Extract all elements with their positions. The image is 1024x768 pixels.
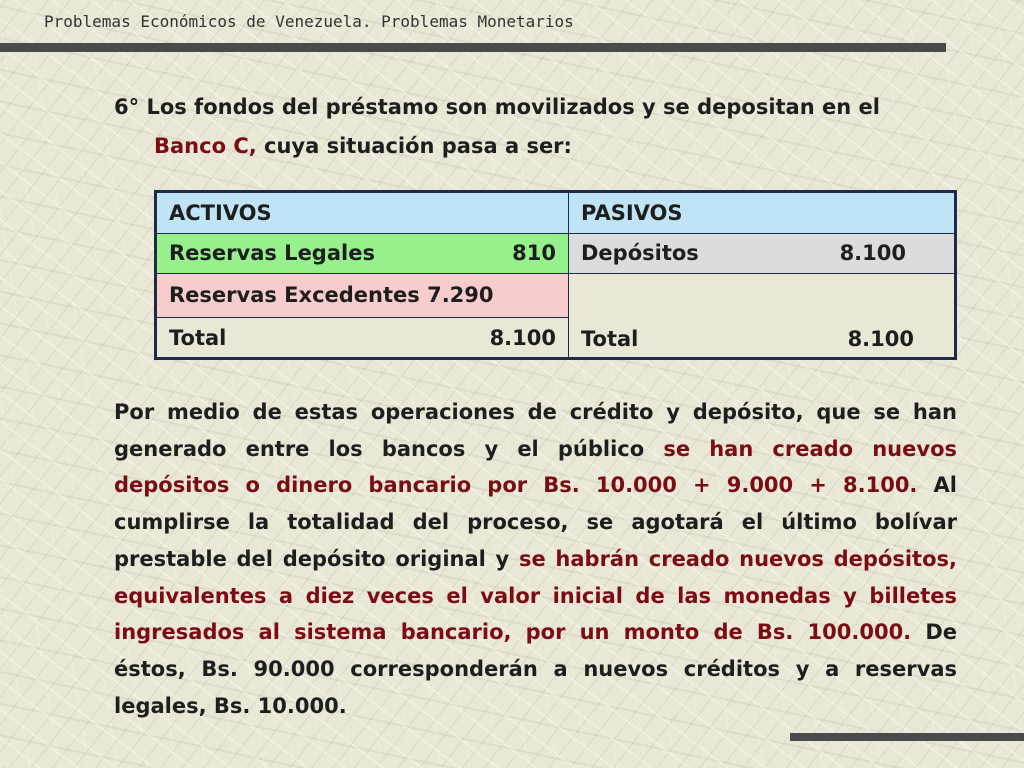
table-row	[156, 234, 956, 274]
liabilities-total-label: Total	[581, 327, 639, 351]
paragraph-sentence-3: Al cumplirse la totalidad del proceso, se agotará el último bolívar prestable del depósito original y	[114, 473, 957, 571]
balance-sheet-table	[154, 190, 957, 360]
footer-rule	[790, 733, 1024, 741]
legal-reserves-value: 810	[512, 241, 556, 266]
assets-header: ACTIVOS	[156, 192, 569, 234]
assets-total-value: 8.100	[489, 325, 556, 350]
heading-text-2: cuya situación pasa a ser:	[264, 134, 572, 158]
heading-line-2	[114, 127, 946, 166]
heading-text-1: Los fondos del préstamo son movilizados y se depositan en el	[146, 95, 880, 119]
legal-reserves-label: Reservas Legales	[169, 241, 375, 266]
assets-total-cell	[156, 318, 569, 359]
paragraph-highlight-1: se han creado nuevos depósitos o dinero bancario por Bs. 10.000 + 9.000 + 8.100.	[114, 436, 957, 498]
explanation-paragraph	[114, 394, 957, 724]
legal-reserves-cell	[156, 234, 569, 274]
deposits-value: 8.100	[839, 241, 906, 266]
paragraph-sentence-1: Por medio de estas operaciones de crédito y depósito, que se han generado entre los bancos y el público	[114, 400, 957, 461]
excess-reserves-label: Reservas Excedentes	[169, 283, 420, 308]
section-heading	[114, 88, 946, 166]
deposits-cell	[569, 234, 956, 274]
liabilities-header: PASIVOS	[569, 192, 956, 234]
header-rule	[0, 43, 946, 52]
paragraph-sentence-5: De éstos, Bs. 90.000 corresponderán a nuevos créditos y a reservas legales, Bs. 10.000.	[114, 620, 958, 718]
deposits-label: Depósitos	[581, 241, 699, 266]
paragraph-highlight-2: se habrán creado nuevos depósitos, equivalentes a diez veces el valor inicial de las monedas y billetes ingresados al sistema bancario, por un monto de Bs. 100.000.	[114, 546, 957, 645]
table-header-row	[156, 192, 956, 234]
assets-total-label: Total	[169, 325, 227, 350]
table-row	[156, 273, 956, 317]
slide-header-title: Problemas Económicos de Venezuela. Problemas Monetarios	[44, 12, 574, 31]
heading-number: 6°	[114, 95, 140, 119]
heading-bank-name: Banco C,	[154, 134, 257, 158]
excess-reserves-value: 7.290	[427, 283, 494, 308]
excess-reserves-cell	[156, 273, 569, 317]
liabilities-total-value: 8.100	[847, 327, 914, 351]
liabilities-total-cell	[569, 273, 956, 358]
